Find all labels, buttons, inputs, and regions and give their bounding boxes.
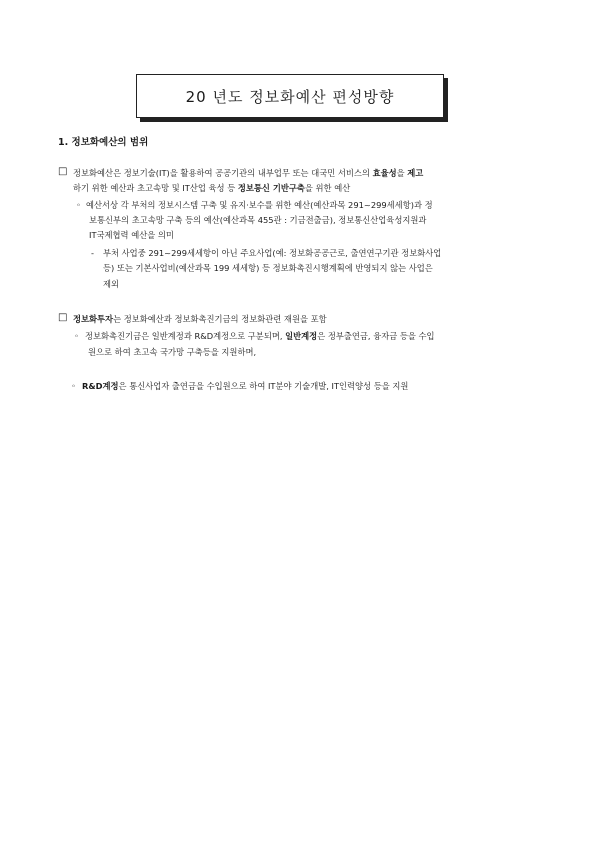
document-title: 20 년도 정보화예산 편성방향	[185, 87, 395, 106]
sub2-text-a: 정보화촉진기금은 일반계정과 R&D계정으로 구분되며,	[85, 331, 286, 341]
sub3-bold-rnd-account: R&D계정	[82, 381, 119, 391]
bullet1-bold-efficiency: 효율성	[372, 168, 397, 178]
bullet2-line	[73, 313, 327, 325]
dash1-line2: 등) 또는 기본사업비(예산과목 199 세세항) 등 정보화촉진시행계획에 반영되지 않는 사업은	[103, 263, 433, 273]
bullet2-bold-investment: 정보화투자	[73, 314, 114, 324]
dash-bullet-1: -	[91, 248, 94, 258]
square-bullet-1: □	[58, 166, 68, 177]
dash1-line3: 제외	[103, 279, 120, 289]
bullet2-text: 는 정보화예산과 정보화촉진기금의 정보화관련 재원을 포함	[113, 314, 327, 324]
bullet1-line1	[73, 167, 423, 179]
sub1-line1: 예산서상 각 부처의 정보시스템 구축 및 유지·보수를 위한 예산(예산과목 291~299세세항)과 정	[86, 200, 433, 210]
sub3-line	[82, 380, 408, 392]
sub2-line2: 원으로 하여 초고속 국가망 구축등을 지원하며,	[88, 347, 257, 357]
circle-bullet-2: ◦	[74, 331, 79, 341]
document-title-box	[136, 74, 444, 118]
sub3-text: 은 통신사업자 출연금을 수입원으로 하여 IT분야 기술개발, IT인력양성 등을 지원	[118, 381, 409, 391]
sub2-bold-general-account: 일반계정	[285, 331, 318, 341]
circle-bullet-1: ◦	[76, 200, 81, 210]
bullet1-text-2a: 하기 위한 예산과 초고속망 및 IT산업 육성 등	[73, 183, 238, 193]
square-bullet-2: □	[58, 312, 68, 323]
dash1-line1: 부처 사업중 291~299세세항이 아닌 주요사업(예: 정보화공공근로, 출연연구기관 정보화사업	[103, 248, 442, 258]
bullet1-bold-improve: 제고	[407, 168, 424, 178]
sub2-line1	[85, 330, 435, 342]
bullet1-text-a: 정보화예산은 정보기술(IT)을 활용하여 공공기관의 내부업무 또는 대국민 서비스의	[73, 168, 373, 178]
section-heading: 1. 정보화예산의 범위	[58, 137, 149, 148]
bullet1-text-c: 을	[396, 168, 408, 178]
sub1-line3: IT국제협력 예산을 의미	[89, 230, 174, 240]
circle-bullet-3: ◦	[71, 381, 76, 391]
sub2-text-c: 은 정부출연금, 융자금 등을 수입	[317, 331, 435, 341]
bullet1-line2	[73, 182, 350, 194]
bullet1-bold-infra: 정보통신 기반구축	[237, 183, 305, 193]
sub1-line2: 보통신부의 초고속망 구축 등의 예산(예산과목 455관 : 기금전출금), 정보통신산업육성지원과	[89, 215, 427, 225]
bullet1-text-2c: 을 위한 예산	[304, 183, 351, 193]
